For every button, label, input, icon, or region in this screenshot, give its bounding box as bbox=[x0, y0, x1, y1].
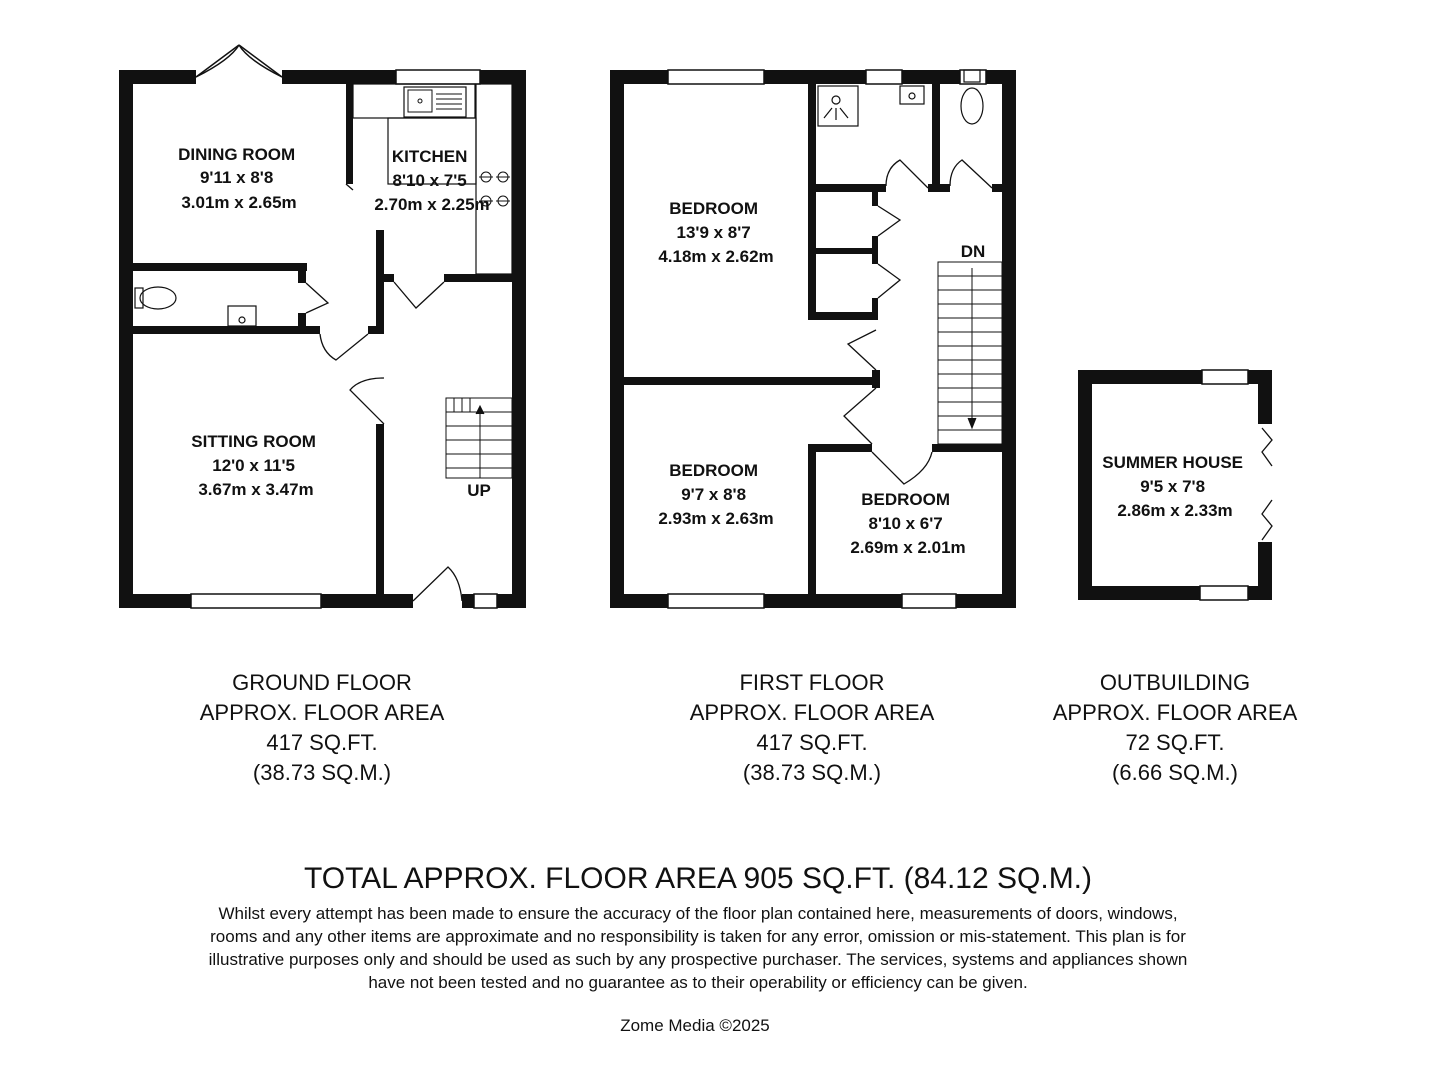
basin-icon bbox=[228, 306, 256, 326]
ground-floor-sqm: (38.73 SQ.M.) bbox=[252, 760, 392, 785]
first-floor-plan bbox=[610, 70, 1016, 608]
first-floor-area-label: APPROX. FLOOR AREA bbox=[689, 700, 935, 725]
outbuilding-area-label: APPROX. FLOOR AREA bbox=[1052, 700, 1298, 725]
dining-room-label: DINING ROOM 9'11 x 8'8 3.01m x 2.65m bbox=[178, 145, 297, 212]
outbuilding-title: OUTBUILDING bbox=[1099, 670, 1251, 695]
summer-house-label: SUMMER HOUSE 9'5 x 7'8 2.86m x 2.33m bbox=[1102, 453, 1243, 520]
stairs-up-label: UP bbox=[467, 481, 491, 500]
shower-icon bbox=[818, 86, 858, 126]
bathroom-basin-icon bbox=[900, 86, 924, 104]
first-floor-sqm: (38.73 SQ.M.) bbox=[742, 760, 882, 785]
outbuilding-area bbox=[995, 668, 1355, 788]
ground-floor-area bbox=[142, 668, 502, 788]
first-floor-area bbox=[632, 668, 992, 788]
ground-floor-sqft: 417 SQ.FT. bbox=[266, 730, 378, 755]
sitting-room-label: SITTING ROOM 12'0 x 11'5 3.67m x 3.47m bbox=[191, 432, 316, 499]
sink-icon bbox=[408, 90, 462, 112]
ground-floor-plan bbox=[119, 45, 526, 608]
bifold-doors-icon bbox=[1262, 428, 1272, 540]
first-floor-sqft: 417 SQ.FT. bbox=[756, 730, 868, 755]
outbuilding-sqft: 72 SQ.FT. bbox=[1125, 730, 1225, 755]
toilet-icon bbox=[135, 287, 176, 309]
outbuilding-sqm: (6.66 SQ.M.) bbox=[1112, 760, 1238, 785]
stairs-down-label: DN bbox=[960, 242, 986, 261]
bedroom-1-label: BEDROOM 13'9 x 8'7 4.18m x 2.62m bbox=[658, 199, 774, 266]
disclaimer-text: Whilst every attempt has been made to ensure the accuracy of the floor plan contained here, measurements of doors, windows, rooms and any other items are approximate and no responsibility is taken for any error, omission or mis-statement. This plan is for illustrative purposes only and should be used as such by any prospective purchaser. The services, systems and appliances shown have not been tested and no guarantee as to their operability or efficiency can be given. bbox=[208, 904, 1188, 992]
kitchen-label: KITCHEN 8'10 x 7'5 2.70m x 2.25m bbox=[374, 147, 490, 214]
outbuilding-plan bbox=[1078, 370, 1272, 600]
ground-floor-stairs bbox=[446, 398, 512, 478]
total-floor-area: TOTAL APPROX. FLOOR AREA 905 SQ.FT. (84.12 SQ.M.) bbox=[303, 862, 1093, 895]
copyright-text: Zome Media ©2025 bbox=[620, 1016, 770, 1035]
bedroom-3-label: BEDROOM 8'10 x 6'7 2.69m x 2.01m bbox=[850, 490, 966, 557]
ground-floor-area-label: APPROX. FLOOR AREA bbox=[199, 700, 445, 725]
first-floor-doors bbox=[844, 160, 992, 484]
first-floor-stairs bbox=[938, 262, 1002, 444]
bedroom-2-label: BEDROOM 9'7 x 8'8 2.93m x 2.63m bbox=[658, 461, 774, 528]
ground-floor-title: GROUND FLOOR bbox=[232, 670, 412, 695]
french-doors-icon bbox=[196, 45, 282, 77]
first-floor-title: FIRST FLOOR bbox=[739, 670, 885, 695]
